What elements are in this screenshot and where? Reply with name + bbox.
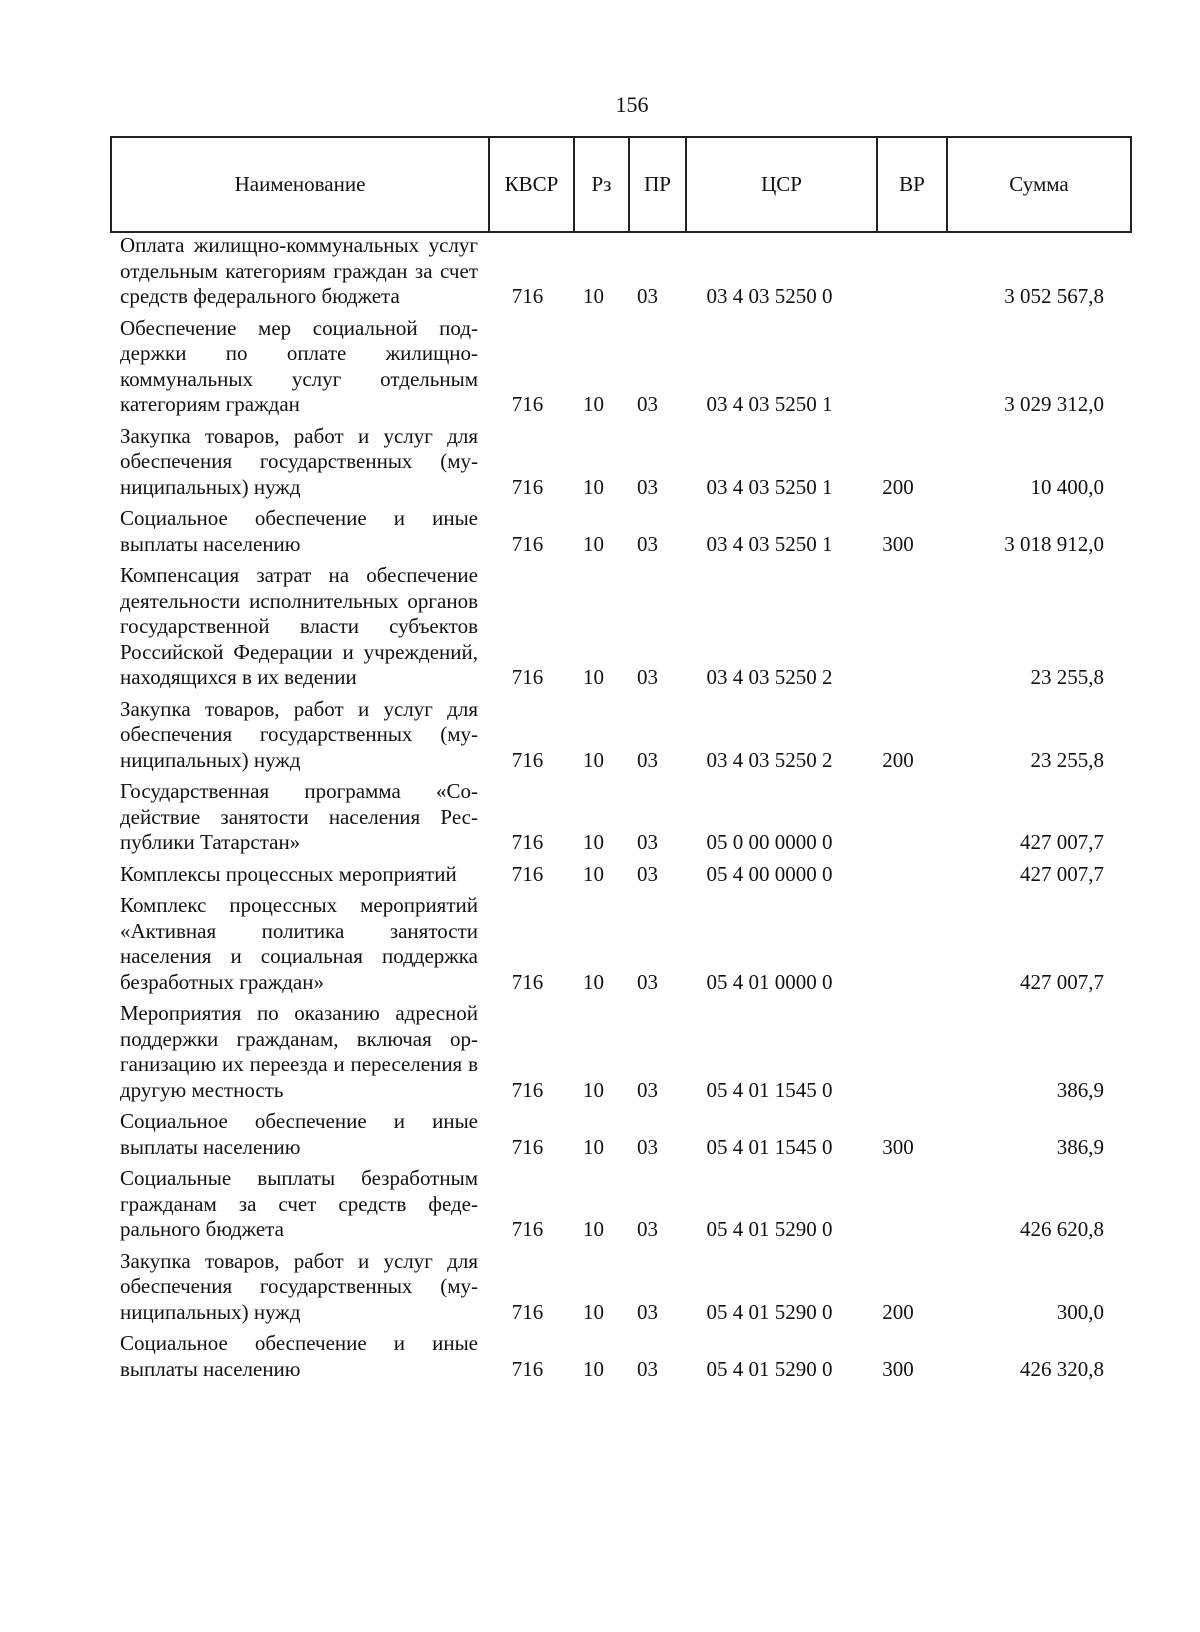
cell-name: Социальное обеспечение и иные выплаты населению [120,506,478,556]
cell-name: Комплексы процессных мероприятий [120,861,457,886]
cell-rz: 10 [583,1134,604,1159]
cell-name: Социальные выплаты безработным гражданам за счет средств федерального бюджета [120,1166,478,1241]
cell-name: Государственная программа «Содействие занятости населения Республики Татарстан» [120,779,478,854]
cell-vr: 300 [882,1356,914,1381]
cell-sum: 3 029 312,0 [1004,392,1104,416]
cell-sum: 23 255,8 [1030,747,1104,772]
cell-csr: 03 4 03 5250 1 [706,531,833,556]
cell-name: Закупка товаров, работ и услуг для обеспечения государственных (муниципальных) нужд [120,1248,478,1324]
cell-pr: 03 [637,1356,658,1381]
cell-rz: 10 [583,392,604,416]
cell-name: Оплата жилищно-коммунальных услуг отдельным категориям граждан за счет средств федерального бюджета [120,233,478,308]
cell-vr: 300 [882,531,914,556]
budget-table-header [110,136,1132,233]
cell-sum: 426 320,8 [1020,1356,1104,1381]
cell-rz: 10 [583,1356,604,1381]
cell-sum: 23 255,8 [1030,665,1104,689]
cell-kvsr: 716 [511,969,544,994]
cell-kvsr: 716 [511,1217,544,1241]
cell-pr: 03 [637,747,658,772]
cell-rz: 10 [583,665,604,689]
cell-kvsr: 716 [511,392,544,416]
cell-kvsr: 716 [511,1077,544,1102]
cell-kvsr: 716 [511,861,544,886]
cell-sum: 3 052 567,8 [1004,284,1104,308]
cell-csr: 03 4 03 5250 2 [706,665,833,689]
header-csr: ЦСР [686,137,877,232]
table-row [110,779,1122,856]
cell-csr: 03 4 03 5250 1 [706,392,833,416]
cell-sum: 386,9 [1056,1077,1104,1102]
cell-kvsr: 716 [511,531,544,556]
cell-kvsr: 716 [511,474,544,499]
cell-rz: 10 [583,1217,604,1241]
table-row [110,1109,1122,1160]
cell-kvsr: 716 [511,1134,544,1159]
cell-vr: 200 [882,747,914,772]
cell-sum: 3 018 912,0 [1004,531,1104,556]
cell-csr: 05 4 00 0000 0 [706,861,833,886]
cell-rz: 10 [583,747,604,772]
cell-csr: 05 4 01 5290 0 [706,1217,833,1241]
cell-name: Закупка товаров, работ и услуг для обеспечения государственных (муниципальных) нужд [120,696,478,772]
cell-kvsr: 716 [511,1299,544,1324]
cell-pr: 03 [637,861,658,886]
cell-rz: 10 [583,531,604,556]
cell-sum: 386,9 [1056,1134,1104,1159]
cell-vr: 200 [882,474,914,499]
header-name: Наименование [111,137,489,232]
header-pr: ПР [629,137,686,232]
cell-name: Комплекс процессных мероприятий «Активная политика занятости населения и социальная поддержка безработных граждан» [120,893,478,994]
cell-pr: 03 [637,284,658,308]
cell-pr: 03 [637,830,658,854]
header-vr: ВР [877,137,947,232]
cell-csr: 05 4 01 1545 0 [706,1077,833,1102]
cell-name: Мероприятия по оказанию адресной поддержки гражданам, включая организацию их переезда и переселения в другую местность [120,1001,478,1102]
cell-rz: 10 [583,969,604,994]
cell-kvsr: 716 [511,747,544,772]
cell-rz: 10 [583,830,604,854]
table-row [110,893,1122,995]
header-rz: Рз [574,137,629,232]
cell-csr: 03 4 03 5250 1 [706,474,833,499]
cell-csr: 05 4 01 0000 0 [706,969,833,994]
header-row [111,137,1131,232]
cell-rz: 10 [583,284,604,308]
cell-vr: 300 [882,1134,914,1159]
cell-pr: 03 [637,1077,658,1102]
cell-rz: 10 [583,1299,604,1324]
cell-csr: 03 4 03 5250 0 [706,284,833,308]
cell-csr: 05 0 00 0000 0 [706,830,833,854]
cell-sum: 300,0 [1056,1299,1104,1324]
table-row [110,563,1122,691]
table-row [110,316,1122,418]
cell-pr: 03 [637,531,658,556]
cell-name: Социальное обеспечение и иные выплаты населению [120,1109,478,1159]
budget-table-body [110,233,1122,1388]
table-row [110,506,1122,557]
cell-pr: 03 [637,1217,658,1241]
cell-pr: 03 [637,665,658,689]
cell-rz: 10 [583,1077,604,1102]
cell-sum: 426 620,8 [1020,1217,1104,1241]
cell-kvsr: 716 [511,665,544,689]
cell-rz: 10 [583,474,604,499]
cell-csr: 03 4 03 5250 2 [706,747,833,772]
cell-sum: 427 007,7 [1020,969,1104,994]
cell-name: Закупка товаров, работ и услуг для обеспечения государственных (муниципальных) нужд [120,423,478,499]
page-number: 156 [615,92,649,117]
cell-name: Социальное обеспечение и иные выплаты населению [120,1331,478,1381]
cell-sum: 427 007,7 [1020,861,1104,886]
table-row [110,424,1122,501]
cell-csr: 05 4 01 5290 0 [706,1356,833,1381]
cell-vr: 200 [882,1299,914,1324]
header-kvsr: КВСР [489,137,574,232]
cell-sum: 10 400,0 [1030,474,1104,499]
table-row [110,233,1122,310]
cell-kvsr: 716 [511,830,544,854]
cell-pr: 03 [637,1299,658,1324]
header-sum: Сумма [947,137,1131,232]
cell-csr: 05 4 01 5290 0 [706,1299,833,1324]
cell-pr: 03 [637,1134,658,1159]
cell-csr: 05 4 01 1545 0 [706,1134,833,1159]
cell-pr: 03 [637,969,658,994]
table-row [110,1001,1122,1103]
cell-pr: 03 [637,392,658,416]
cell-sum: 427 007,7 [1020,830,1104,854]
cell-kvsr: 716 [511,1356,544,1381]
cell-kvsr: 716 [511,284,544,308]
cell-pr: 03 [637,474,658,499]
table-row [110,1166,1122,1243]
cell-name: Обеспечение мер социальной поддержки по оплате жилищно-коммунальных услуг отдельным категориям граждан [120,315,478,416]
table-row [110,862,1122,888]
table-row [110,1331,1122,1382]
table-row [110,1249,1122,1326]
table-row [110,697,1122,774]
cell-name: Компенсация затрат на обеспечение деятельности исполнительных органов государственной власти субъектов Российской Федерации и учреждений, находящихся в их ведении [120,563,478,689]
cell-rz: 10 [583,861,604,886]
